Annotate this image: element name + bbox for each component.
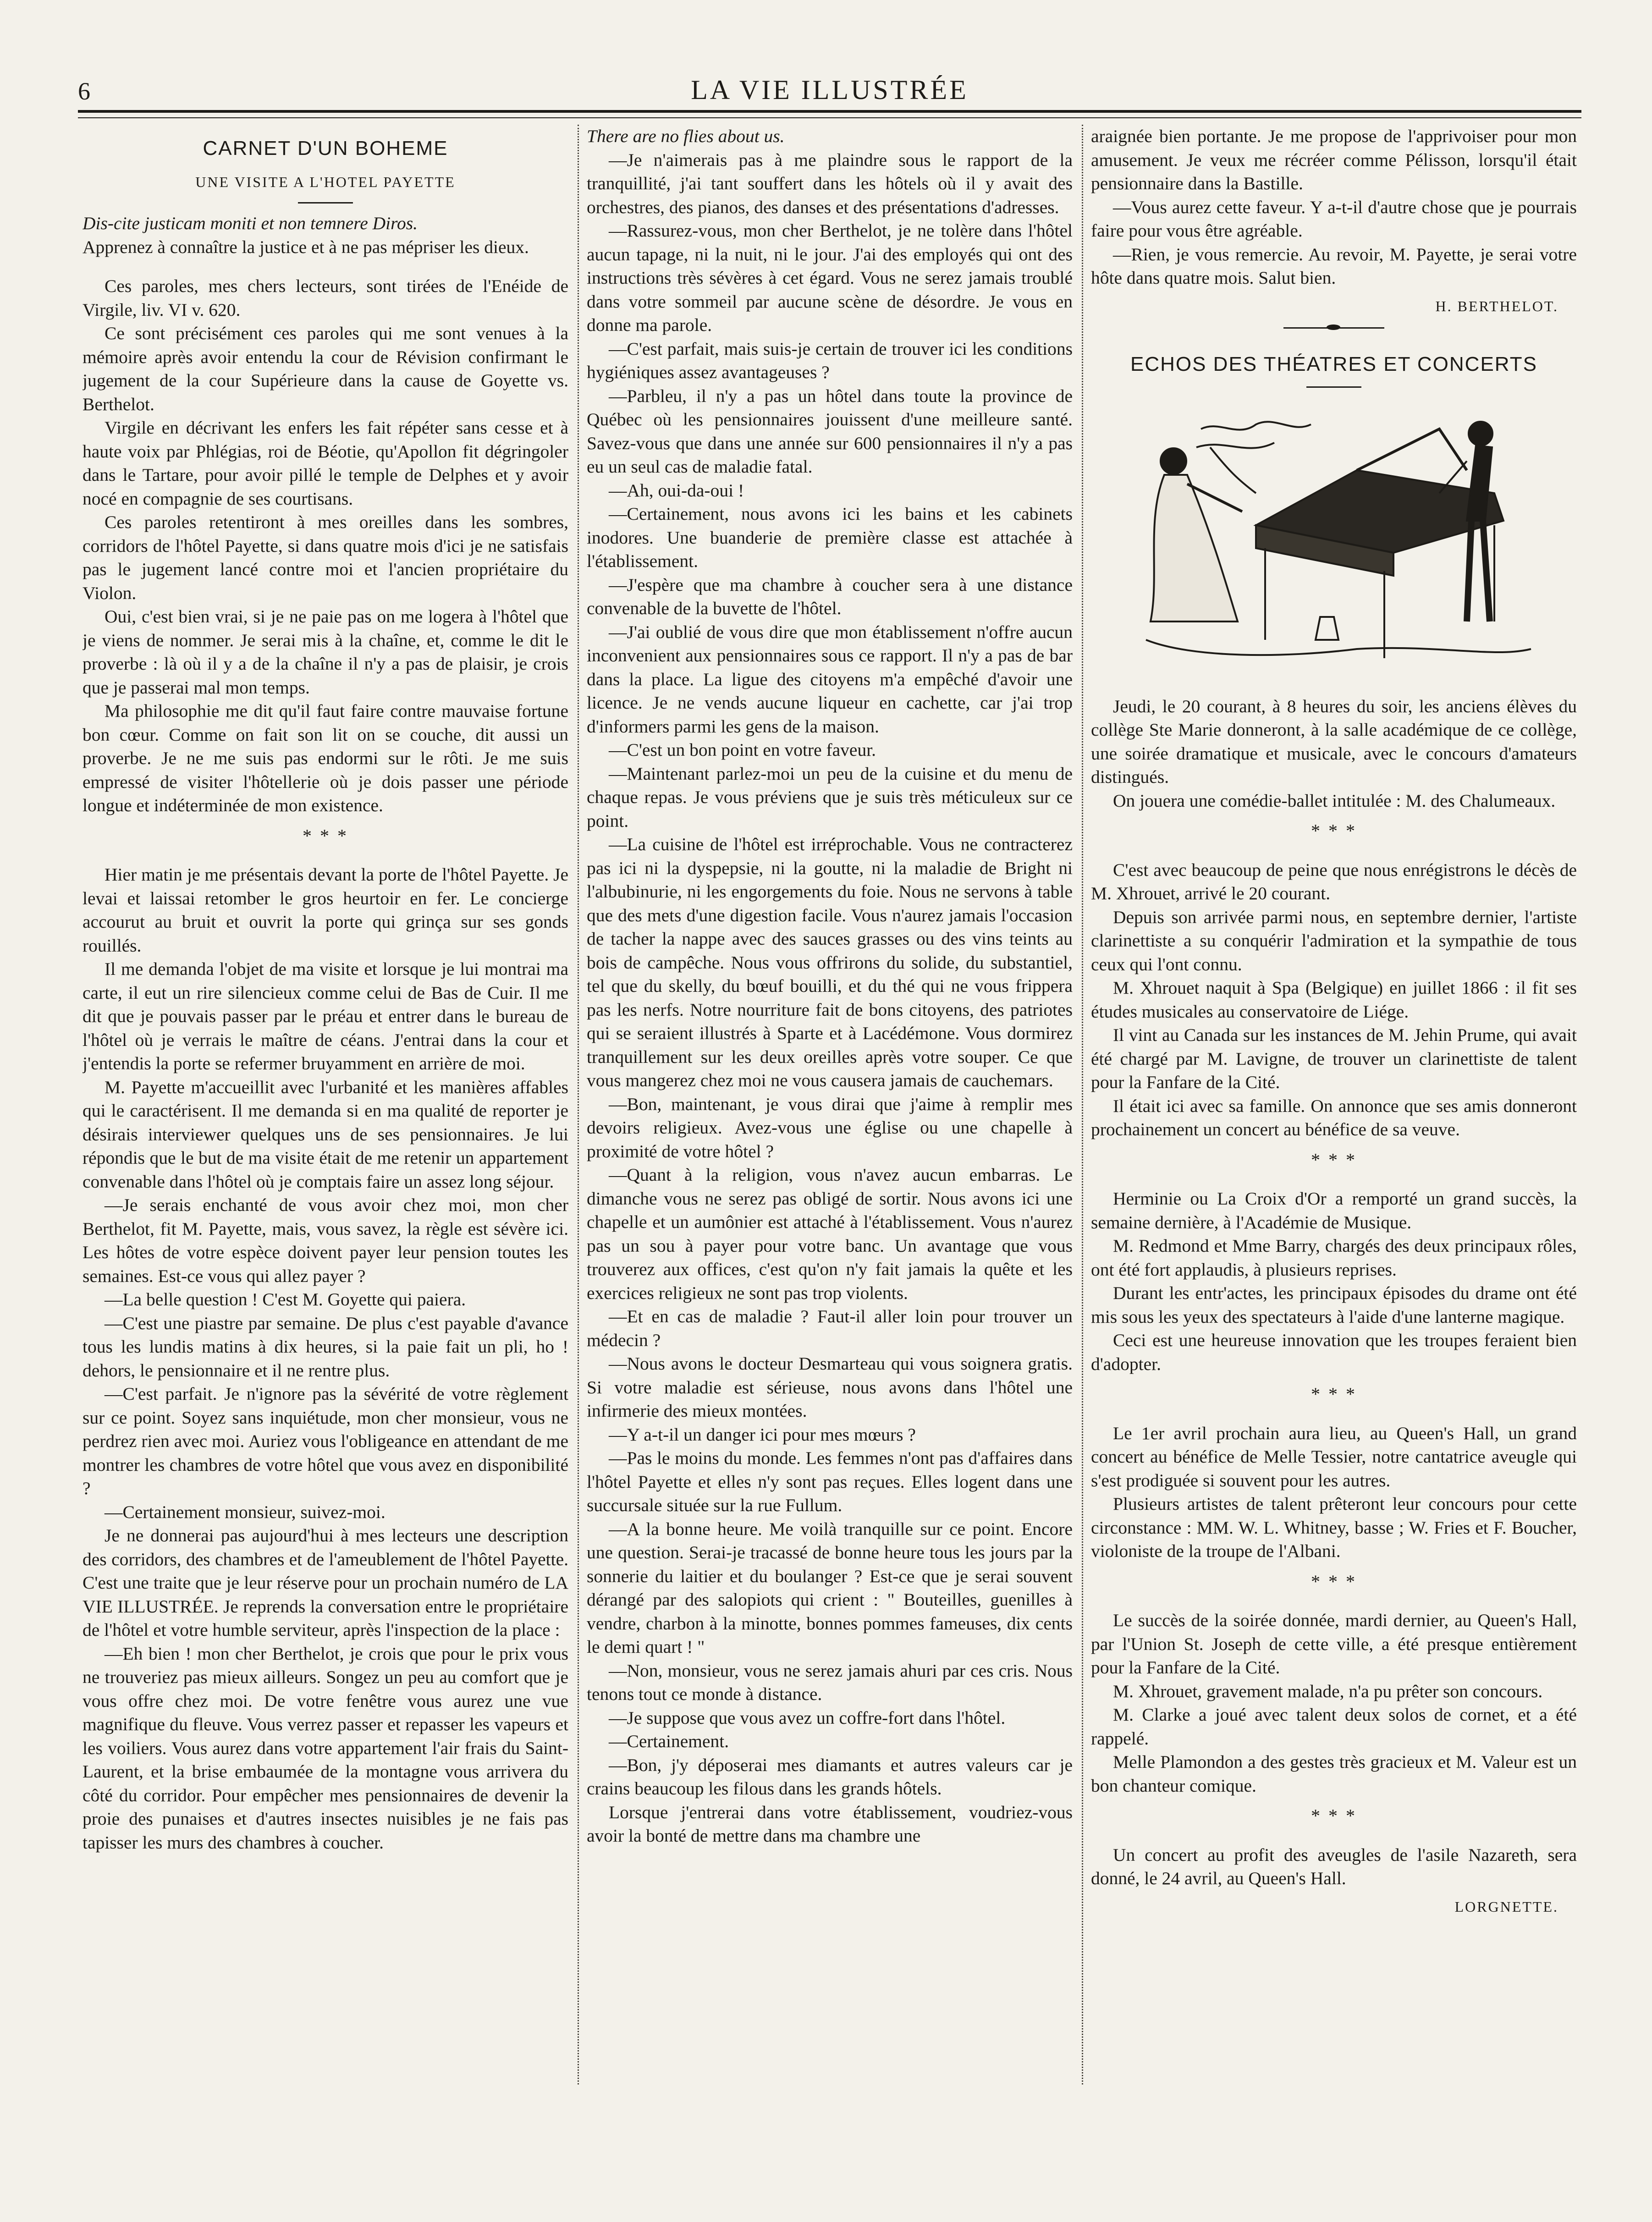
paragraph: —Quant à la religion, vous n'avez aucun embarras. Le dimanche vous ne serez pas obligé de sortir. Nous avons ici une chapelle et un aumônier est attaché à l'établissement. Vous n'aurez pas un sou à payer pour votre banc. Un avantage que vous trouverez aux offices, c'est qu'on n'y fait jamais la quête et les exercices religieux ne sont pas trop violents. [587,1165,1073,1303]
paragraph: C'est avec beaucoup de peine que nous enrégistrons le décès de M. Xhrouet, arrivé le 20 courant. [1091,859,1577,903]
section-stars: * * * [1311,1384,1357,1404]
paragraph: —Nous avons le docteur Desmarteau qui vous soignera gratis. Si votre maladie est sérieuse, nous avons dans l'hôtel une infirmerie des mieux montées. [587,1353,1073,1421]
paragraph: Il me demanda l'objet de ma visite et lorsque je lui montrai ma carte, il eut un rire silencieux comme celui de Bas de Cuir. Il me dit que je pouvais passer par le préau et entrer dans le bureau de l'hôtel où je verrais le maître de céans. J'entrai dans la cour et j'entendis la porte se refermer bruyamment en arrière de moi. [83,959,568,1073]
author-signature: H. BERTHELOT. [1435,297,1558,314]
paragraph: —Je suppose que vous avez un coffre-fort dans l'hôtel. [609,1707,1006,1728]
column-separator [1082,125,1083,2084]
paragraph: —C'est un bon point en votre faveur. [609,740,876,760]
paragraph: Plusieurs artistes de talent prêteront leur concours pour cette circonstance : MM. W. L. Whitney, basse ; W. Fries et F. Boucher, violoniste de la troupe de l'Albani. [1091,1494,1577,1561]
page-number: 6 [78,77,90,105]
paragraph: —La cuisine de l'hôtel est irréprochable. Vous ne contracterez pas ici ni la dyspepsie, ni la goutte, ni la maladie de Bright ni l'albubinurie, ni les engorgements du foie. Nous ne servons à table que des mets d'une digestion facile. Vous n'aurez jamais l'occasion de tacher la nappe avec des sauces grasses ou des vins teints au bois de campêche. Nous vous offrirons du solide, du substantiel, tel que du skelly, du bœuf bouilli, et du thé qui ne vous frippera pas les nerfs. Notre nourriture fait de bons citoyens, des patriotes qui se seraient illustrés à Sparte et à Lacédémone. Vous dormirez tranquillement sur les deux oreilles après votre souper. Ce que vous mangerez chez moi ne vous causera jamais de cauchemars. [587,834,1073,1090]
paragraph: —C'est une piastre par semaine. De plus c'est payable d'avance tous les lundis matins à dix heures, si la paie fait un pli, ho ! dehors, le pensionnaire et il ne rentre plus. [83,1313,568,1380]
paragraph: —Maintenant parlez-moi un peu de la cuisine et du menu de chaque repas. Je vous préviens que je suis très méticuleux sur ce point. [587,763,1073,831]
paragraph: —Certainement monsieur, suivez-moi. [105,1502,385,1522]
paragraph: —Et en cas de maladie ? Faut-il aller loin pour trouver un médecin ? [587,1306,1073,1350]
masthead [78,69,1581,124]
paragraph: —Rassurez-vous, mon cher Berthelot, je ne tolère dans l'hôtel aucun tapage, ni la nuit, ni le jour. J'ai des employés qui ont des instructions très sévères à cet égard. Vous ne serez jamais troublé dans votre sommeil par aucune scène de désordre. Je vous en donne ma parole. [587,220,1073,335]
divider [298,202,353,204]
paragraph: —Non, monsieur, vous ne serez jamais ahuri par ces cris. Nous tenons tout ce monde à distance. [587,1660,1073,1704]
journal-title: LA VIE ILLUSTRÉE [691,75,969,105]
paragraph: araignée bien portante. Je me propose de l'apprivoiser pour mon amusement. Je veux me récréer comme Pélisson, lorsqu'il était pensionnaire dans la Bastille. [1091,126,1577,193]
paragraph: Melle Plamondon a des gestes très gracieux et M. Valeur est un bon chanteur comique. [1091,1752,1577,1796]
paragraph: On jouera une comédie-ballet intitulée : M. des Chalumeaux. [1113,790,1556,811]
divider [1306,386,1361,388]
paragraph: Oui, c'est bien vrai, si je ne paie pas on me logera à l'hôtel que je viens de nommer. Je serai mis à la chaîne, et, comme le dit le proverbe : là où il y a de la chaîne il n'y a pas de plaisir, je crois que je passerai mal mon temps. [83,606,568,698]
paragraph: Il était ici avec sa famille. On annonce que ses amis donneront prochainement un concert au bénéfice de sa veuve. [1091,1095,1577,1139]
paragraph: Ces paroles retentiront à mes oreilles dans les sombres, corridors de l'hôtel Payette, si dans quatre mois d'ici je ne satisfais pas le jugement lancé contre moi et l'ancien propriétaire du Violon. [83,512,568,603]
paragraph: —C'est parfait, mais suis-je certain de trouver ici les conditions hygiéniques assez avantageuses ? [587,338,1073,382]
paragraph: —J'espère que ma chambre à coucher sera à une distance convenable de la buvette de l'hôtel. [587,574,1073,618]
paragraph: Jeudi, le 20 courant, à 8 heures du soir, les anciens élèves du collège Ste Marie donneront, à la salle académique de ce collège, une soirée dramatique et musicale, avec le concours d'amateurs distingués. [1091,696,1577,787]
ornament-divider [1283,327,1384,334]
section-stars: * * * [1311,820,1357,841]
paragraph: Je ne donnerai pas aujourd'hui à mes lecteurs une description des corridors, des chambres et de l'ameublement de l'hôtel Payette. C'est une traite que je leur réserve pour un prochain numéro de LA VIE ILLUSTRÉE. Je reprends la conversation entre le propriétaire de l'hôtel et votre humble serviteur, après l'inspection de la place : [83,1525,568,1640]
paragraph: There are no flies about us. [587,126,785,146]
paragraph: —Pas le moins du monde. Les femmes n'ont pas d'affaires dans l'hôtel Payette et elles n'y sont pas reçues. Elles logent dans une succursale située sur la rue Fullum. [587,1448,1073,1515]
column-2 [587,125,1073,2135]
paragraph: Hier matin je me présentais devant la porte de l'hôtel Payette. Je levai et laissai retomber le gros heurtoir en fer. Le concierge accourut au bruit et ouvrit la porte qui grinça sur ses gonds rouillés. [83,864,568,956]
paragraph: M. Redmond et Mme Barry, chargés des deux principaux rôles, ont été fort applaudis, à plusieurs reprises. [1091,1236,1577,1280]
paragraph: Ma philosophie me dit qu'il faut faire contre mauvaise fortune bon cœur. Comme on fait son lit on se couche, dit aussi un proverbe. Je ne me suis pas endormi sur le rôti. Je me suis empressé de visiter l'hôtellerie où je dois passer une période longue et indéterminée de mon existence. [83,701,568,815]
paragraph: Le succès de la soirée donnée, mardi dernier, au Queen's Hall, par l'Union St. Joseph de cette ville, a été presque entièrement pour la Fanfare de la Cité. [1091,1610,1577,1678]
masthead-rule [78,110,1581,113]
paragraph: —Certainement. [609,1731,729,1751]
paragraph: M. Payette m'accueillit avec l'urbanité et les manières affables qui le caractérisent. Il me demanda si en ma qualité de reporter je désirais interviewer quelques uns de ses pensionnaires. Je lui répondis que le but de ma visite était de me retenir un appartement convenable dans l'hôtel où je comptais faire un assez long séjour. [83,1077,568,1192]
paragraph: Ces paroles, mes chers lecteurs, sont tirées de l'Enéide de Virgile, liv. VI v. 620. [83,276,568,320]
section-heading: ECHOS DES THÉATRES ET CONCERTS [1130,353,1537,375]
paragraph: —Je n'aimerais pas à me plaindre sous le rapport de la tranquillité, j'ai tant souffert dans les hôtels où il y avait des orchestres, des pianos, des danses et des présentations d'adresses. [587,149,1073,217]
article-subheading: UNE VISITE A L'HOTEL PAYETTE [195,173,456,190]
section-stars: * * * [1311,1571,1357,1592]
author-signature: LORGNETTE. [1454,1898,1558,1915]
paragraph: Virgile en décrivant les enfers les fait répéter sans cesse et à haute voix par Phlégias, roi de Béotie, qu'Apollon fit dégringoler dans le Tartare, pour avoir pillé le temple de Delphes et y avoir nocé en compagnie de ses courtisans. [83,418,568,509]
paragraph: —Bon, maintenant, je vous dirai que j'aime à remplir mes devoirs religieux. Avez-vous une église ou une chapelle à proximité de votre hôtel ? [587,1094,1073,1161]
paragraph: —Rien, je vous remercie. Au revoir, M. Payette, je serai votre hôte dans quatre mois. Salut bien. [1091,244,1577,288]
paragraph: —Y a-t-il un danger ici pour mes mœurs ? [609,1424,916,1445]
latin-motto: Dis-cite justicam moniti et non temnere Diros. [83,213,418,233]
paragraph: M. Xhrouet naquit à Spa (Belgique) en juillet 1866 : il fit ses études musicales au conservatoire de Liége. [1091,978,1577,1022]
paragraph: Herminie ou La Croix d'Or a remporté un grand succès, la semaine dernière, à l'Académie de Musique. [1091,1188,1577,1232]
masthead-rule-thin [78,117,1581,118]
motto-translation: Apprenez à connaître la justice et à ne pas mépriser les dieux. [83,236,529,257]
piano-illustration [1118,402,1549,676]
paragraph: —Parbleu, il n'y a pas un hôtel dans toute la province de Québec où les pensionnaires jouissent d'une meilleure santé. Savez-vous que dans une année sur 600 pensionnaires il n'y a pas eu un seul cas de maladie fatal. [587,385,1073,477]
paragraph: —Eh bien ! mon cher Berthelot, je crois que pour le prix vous ne trouveriez pas mieux ailleurs. Songez un peu au comfort que je vous offre chez moi. De votre fenêtre vous aurez une vue magnifique du fleuve. Vous verrez passer et repasser les vapeurs et les voiliers. Vous aurez dans votre appartement l'air frais du Saint-Laurent, et la brise embaumée de la montagne vous arrivera du côté du corridor. Pour empêcher mes pensionnaires de devenir la proie des punaises et d'autres insectes nuisibles je ne fais pas tapisser les murs des chambres à coucher. [83,1643,568,1853]
paragraph: —C'est parfait. Je n'ignore pas la sévérité de votre règlement sur ce point. Soyez sans inquiétude, mon cher monsieur, vous ne perdrez rien avec moi. Auriez vous l'obligeance en attendant de me montrer les chambres de votre hôtel que vous avez en disponibilité ? [83,1384,568,1498]
paragraph: —Vous aurez cette faveur. Y a-t-il d'autre chose que je pourrais faire pour vous être agréable. [1091,197,1577,241]
paragraph: Depuis son arrivée parmi nous, en septembre dernier, l'artiste clarinettiste a su conquérir l'admiration et la sympathie de tous ceux qui l'ont connu. [1091,907,1577,974]
paragraph: —La belle question ! C'est M. Goyette qui paiera. [105,1289,466,1309]
section-stars: * * * [1311,1149,1357,1170]
paragraph: Ce sont précisément ces paroles qui me sont venues à la mémoire après avoir entendu la cour de Révision confirmant le jugement de la cour Supérieure dans la cause de Goyette vs. Berthelot. [83,323,568,414]
paragraph: Le 1er avril prochain aura lieu, au Queen's Hall, un grand concert au bénéfice de Melle Tessier, notre cantatrice aveugle qui s'est prodiguée si souvent pour les autres. [1091,1423,1577,1490]
paragraph: Durant les entr'actes, les principaux épisodes du drame ont été mis sous les yeux des spectateurs à l'aide d'une lanterne magique. [1091,1283,1577,1327]
paragraph: —Ah, oui-da-oui ! [609,480,744,500]
column-3 [1091,125,1577,2135]
paragraph: M. Xhrouet, gravement malade, n'a pu prêter son concours. [1113,1681,1543,1701]
column-separator [578,125,579,2084]
paragraph: —Je serais enchanté de vous avoir chez moi, mon cher Berthelot, fit M. Payette, mais, vous savez, la règle est sévère ici. Les hôtes de votre espèce doivent payer leur pension toutes les semaines. Est-ce vous qui allez payer ? [83,1195,568,1286]
section-stars: * * * [1311,1805,1357,1826]
article-heading: CARNET D'UN BOHEME [203,137,448,160]
paragraph: Lorsque j'entrerai dans votre établissement, voudriez-vous avoir la bonté de mettre dans ma chambre une [587,1802,1073,1846]
paragraph: Il vint au Canada sur les instances de M. Jehin Prume, qui avait été chargé par M. Lavigne, de trouver un clarinettiste de talent pour la Fanfare de la Cité. [1091,1025,1577,1092]
section-stars: * * * [303,825,348,846]
paragraph: Un concert au profit des aveugles de l'asile Nazareth, sera donné, le 24 avril, au Queen's Hall. [1091,1844,1577,1888]
paragraph: —Certainement, nous avons ici les bains et les cabinets inodores. Une buanderie de première classe est attachée à l'établissement. [587,504,1073,571]
paragraph: —Bon, j'y déposerai mes diamants et autres valeurs car je crains beaucoup les filous dans les grands hôtels. [587,1754,1073,1798]
paragraph: M. Clarke a joué avec talent deux solos de cornet, et a été rappelé. [1091,1705,1577,1749]
paragraph: —A la bonne heure. Me voilà tranquille sur ce point. Encore une question. Serai-je tracassé de bonne heure tous les jours par la sonnerie du laitier et du boulanger ? Est-ce que je serai souvent dérangé par des salopiots qui crient : " Bouteilles, guenilles à vendre, charbon à la minotte, bonnes pommes fameuses, dix cents le demi quart ! " [587,1518,1073,1657]
column-1 [83,125,568,2135]
paragraph: Ceci est une heureuse innovation que les troupes feraient bien d'adopter. [1091,1330,1577,1374]
paragraph: —J'ai oublié de vous dire que mon établissement n'offre aucun inconvenient aux pensionnaires sous ce rapport. Il n'y a pas de bar dans la place. La ligue des citoyens m'a empêché d'avoir une licence. Je ne vends aucune liqueur en cachette, car j'ai trop d'informers parmi les gens de la maison. [587,622,1073,737]
